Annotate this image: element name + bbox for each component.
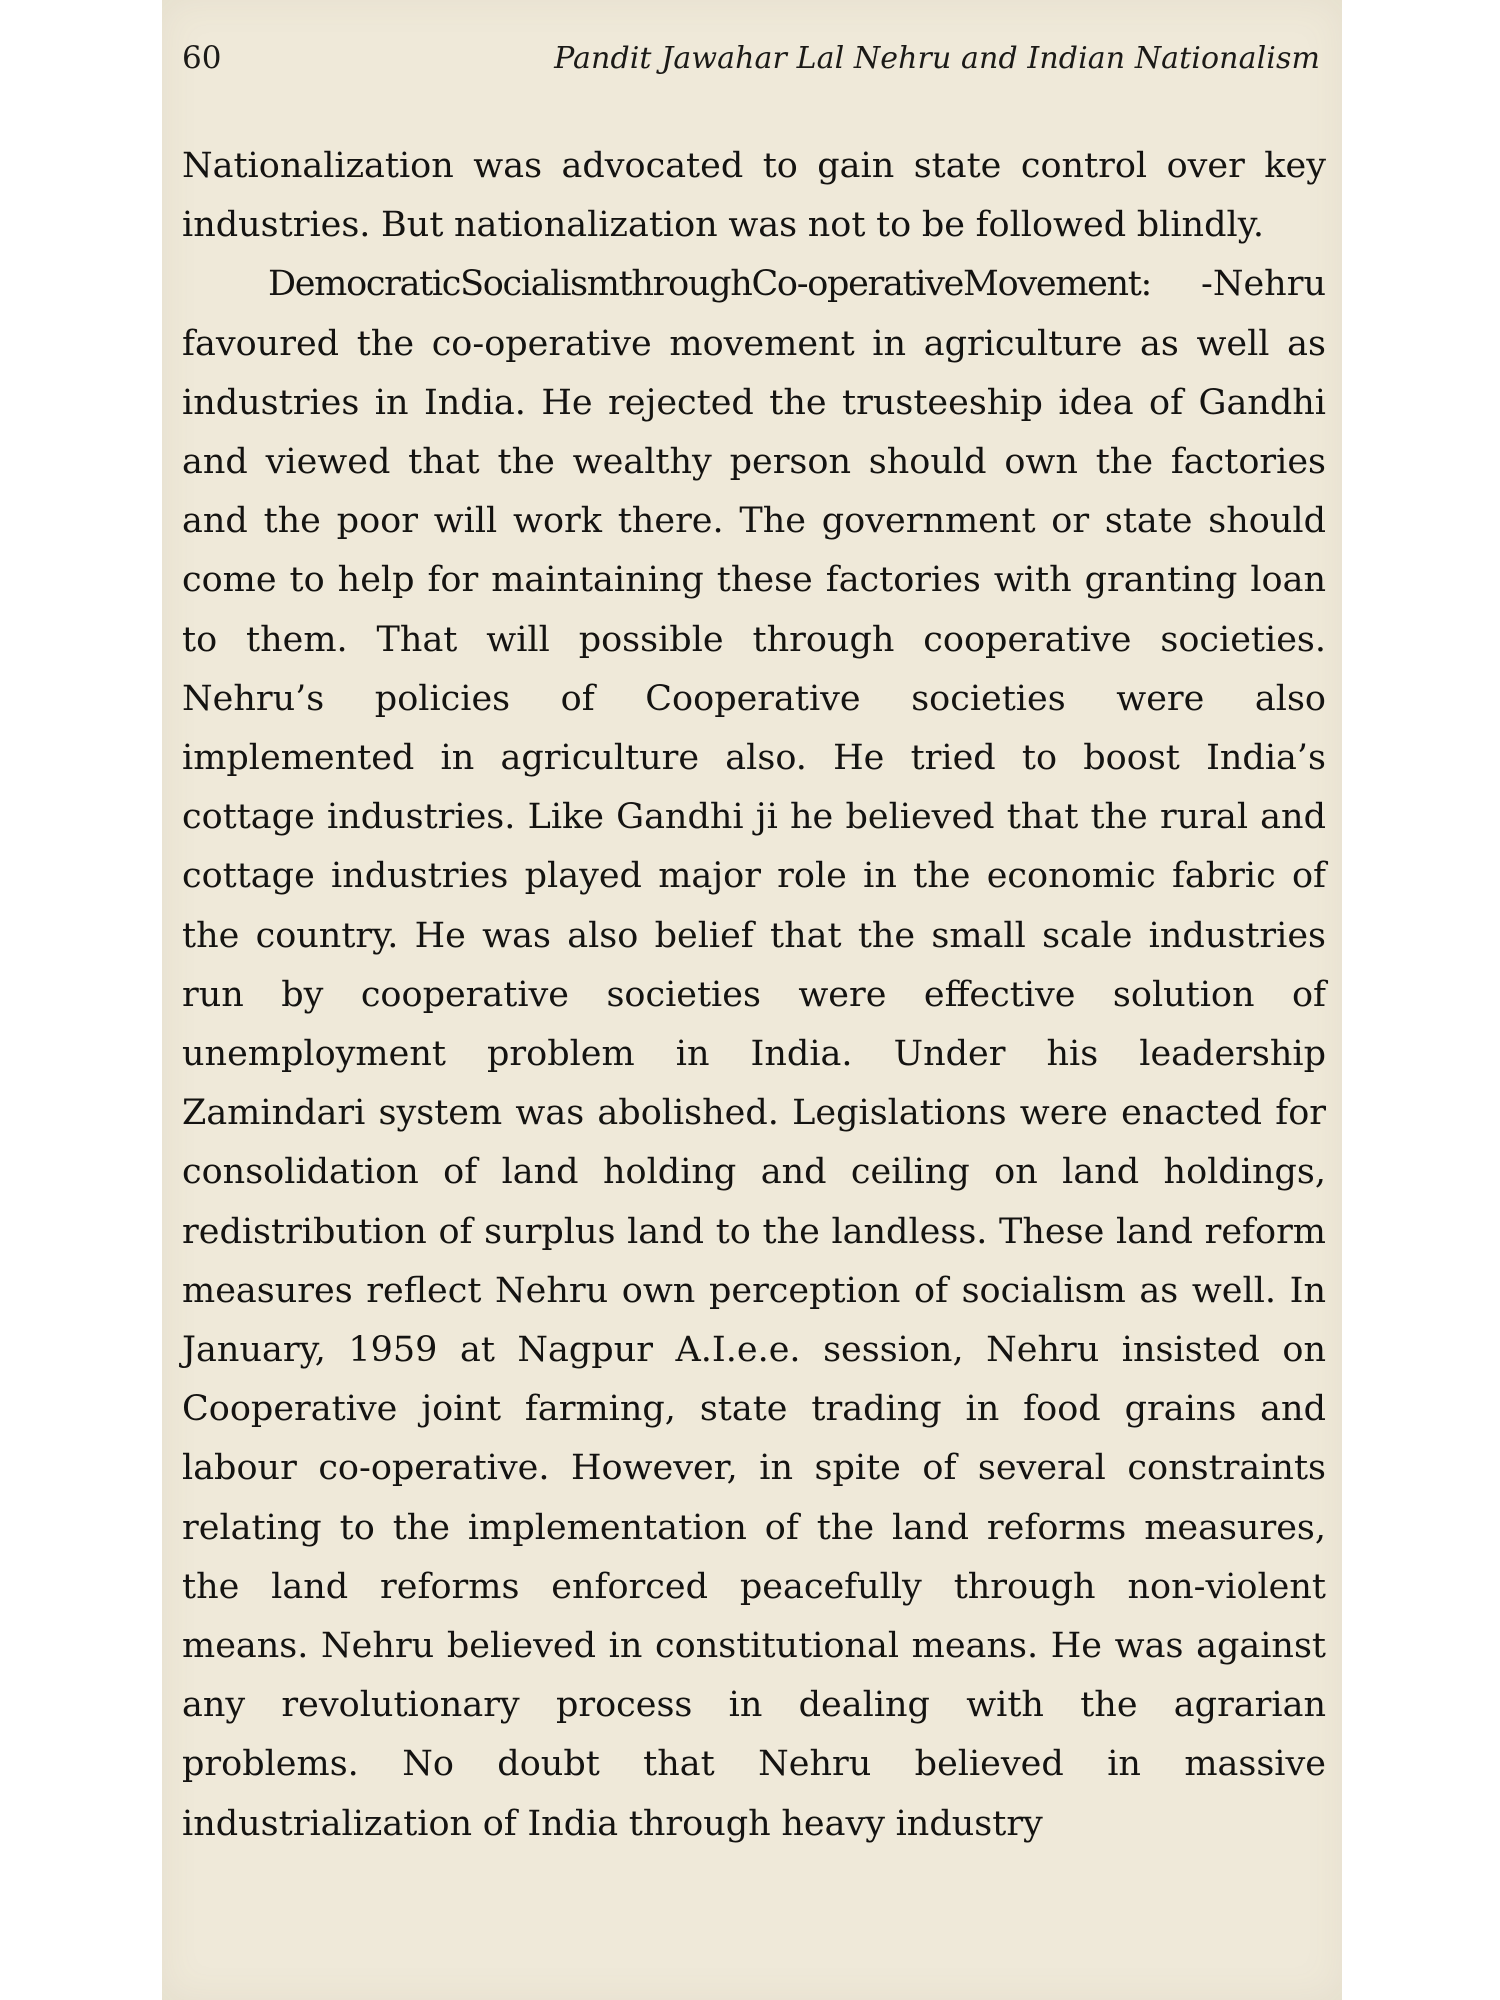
book-page — [162, 0, 1342, 2000]
running-title: Pandit Jawahar Lal Nehru and Indian Nationalism — [554, 41, 1320, 76]
page-number: 60 — [182, 40, 222, 76]
running-header — [182, 40, 1320, 84]
paragraph-nationalization: Nationalization was advocated to gain state control over key industries. But nationalization was not to be followed blindly. — [182, 146, 1326, 246]
paragraph-cooperative-text: -Nehru favoured the co-operative movement in agriculture as well as industries in India. He rejected the trusteeship idea of Gandhi and viewed that the wealthy person should own the factories and the poor will work there. The government or state should come to help for maintaining these factories with granting loan to them. That will possible through cooperative societies. Nehru’s policies of Cooperative societies were also implemented in agriculture also. He tried to boost India’s cottage industries. Like Gandhi ji he believed that the rural and cottage industries played major role in the economic fabric of the country. He was also belief that the small scale industries run by cooperative societies were effective solution of unemployment problem in India. Under his leadership Zamindari system was abolished. Legislations were enacted for consolidation of land holding and ceiling on land holdings, redistribution of surplus land to the landless. These land reform measures reflect Nehru own perception of socialism as well. In January, 1959 at Nagpur A.I.e.e. session, Nehru insisted on Cooperative joint farming, state trading in food grains and labour co-operative. However, in spite of several constraints relating to the implementation of the land reforms measures, the land reforms enforced peacefully through non-violent means. Nehru believed in constitutional means. He was against any revolutionary process in dealing with the agrarian problems. No doubt that Nehru believed in massive industrialization of India through heavy industry — [182, 264, 1326, 1844]
section-heading: DemocraticSocialismthroughCo-operativeMovement: — [268, 264, 1152, 305]
paragraph-cooperative-movement — [182, 255, 1326, 1853]
body-text — [182, 137, 1326, 1854]
